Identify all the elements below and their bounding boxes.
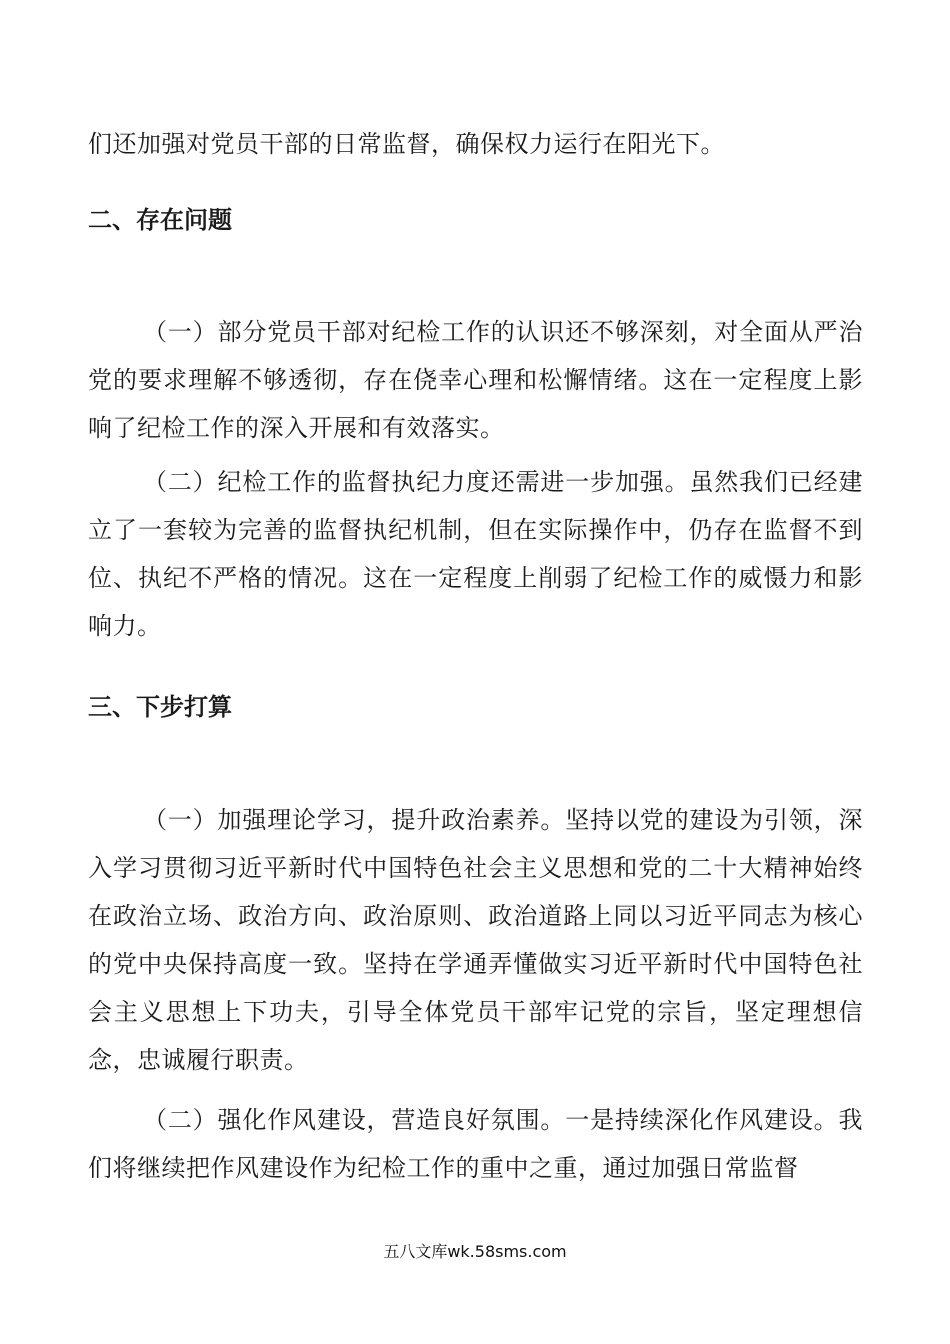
paragraph-problem-2: （二）纪检工作的监督执纪力度还需进一步加强。虽然我们已经建立了一套较为完善的监督执纪机制，但在实际操作中，仍存在监督不到位、执纪不严格的情况。这在一定程度上削弱了纪检工作的威慑力和影响力。	[88, 468, 863, 640]
section-heading-next-steps: 三、下步打算	[88, 693, 232, 721]
section-heading-problems: 二、存在问题	[88, 206, 232, 234]
paragraph-problem-1: （一）部分党员干部对纪检工作的认识还不够深刻，对全面从严治党的要求理解不够透彻，存在侥幸心理和松懈情绪。这在一定程度上影响了纪检工作的深入开展和有效落实。	[88, 318, 863, 442]
paragraph-plan-2: （二）强化作风建设，营造良好氛围。一是持续深化作风建设。我们将继续把作风建设作为纪检工作的重中之重，通过加强日常监督	[88, 1106, 863, 1182]
footer-watermark: 五八文库wk.58sms.com	[383, 1242, 567, 1261]
paragraph-continuation: 们还加强对党员干部的日常监督，确保权力运行在阳光下。	[88, 130, 725, 158]
paragraph-plan-1: （一）加强理论学习，提升政治素养。坚持以党的建设为引领，深入学习贯彻习近平新时代中国特色社会主义思想和党的二十大精神始终在政治立场、政治方向、政治原则、政治道路上同以习近平同志为核心的党中央保持高度一致。坚持在学通弄懂做实习近平新时代中国特色社会主义思想上下功夫，引导全体党员干部牢记党的宗旨，坚定理想信念，忠诚履行职责。	[88, 806, 863, 1074]
